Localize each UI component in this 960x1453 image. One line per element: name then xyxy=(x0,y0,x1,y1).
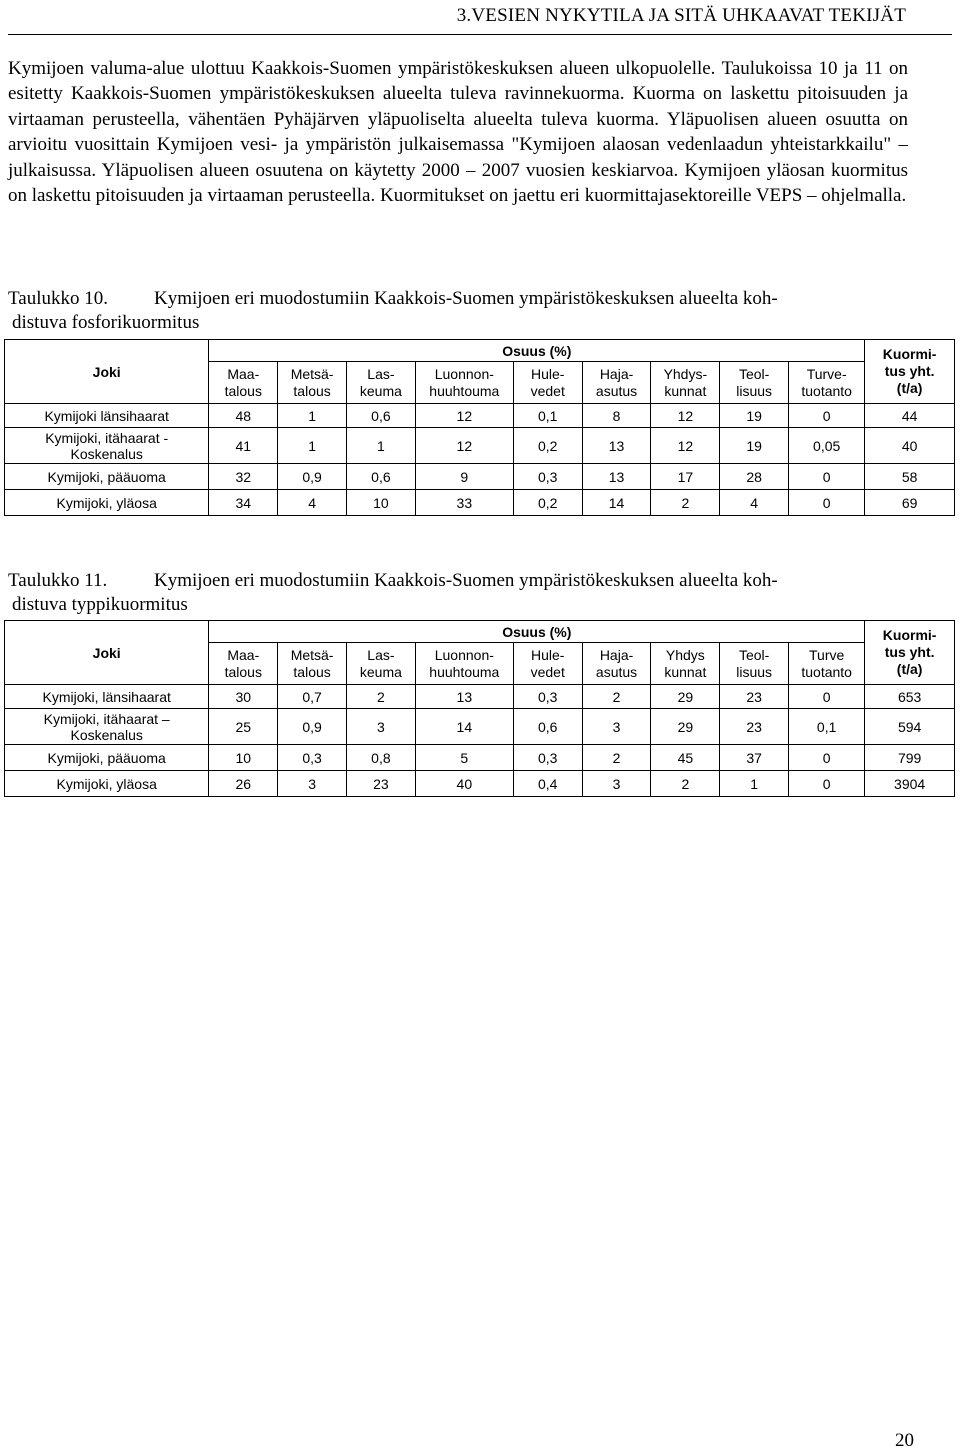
table11-col-header: Luonnon- huuhtouma xyxy=(415,643,513,685)
header-rule xyxy=(8,34,952,35)
table-cell: 33 xyxy=(415,490,513,516)
table10-col-header: Turve- tuotanto xyxy=(789,362,865,404)
table-cell: 30 xyxy=(209,685,278,709)
table11-total-line2: tus yht. xyxy=(884,644,935,660)
table10-caption-line1: Kymijoen eri muodostumiin Kaakkois-Suomen ympäristökeskuksen alueelta koh- xyxy=(154,288,778,309)
table-cell: 799 xyxy=(865,745,955,771)
table-cell: 594 xyxy=(865,709,955,745)
chapter-header: 3.VESIEN NYKYTILA JA SITÄ UHKAAVAT TEKIJÄT xyxy=(456,5,906,26)
table-cell: 653 xyxy=(865,685,955,709)
table11-col-header: Hule- vedet xyxy=(513,643,582,685)
table-cell: 29 xyxy=(651,685,720,709)
table-cell: 10 xyxy=(209,745,278,771)
row-name: Kymijoki, yläosa xyxy=(5,490,209,516)
table-cell: 2 xyxy=(651,490,720,516)
table-cell: 1 xyxy=(347,428,416,464)
table-row xyxy=(5,771,955,797)
table-cell: 40 xyxy=(415,771,513,797)
row-name: Kymijoki, pääuoma xyxy=(5,745,209,771)
table-cell: 4 xyxy=(278,490,347,516)
table-row xyxy=(5,404,955,428)
table-cell: 0,3 xyxy=(513,745,582,771)
table10-total-header xyxy=(865,340,955,404)
table-cell: 14 xyxy=(415,709,513,745)
row-name: Kymijoki, yläosa xyxy=(5,771,209,797)
table-cell: 44 xyxy=(865,404,955,428)
table-cell: 0 xyxy=(789,490,865,516)
table11-osuus-header: Osuus (%) xyxy=(209,621,865,643)
table11-total-line3: (t/a) xyxy=(896,661,923,677)
table-cell: 0 xyxy=(789,771,865,797)
table10-osuus-header: Osuus (%) xyxy=(209,340,865,362)
table-cell: 0 xyxy=(789,745,865,771)
table10-total-line2: tus yht. xyxy=(884,363,935,379)
table-cell: 0,1 xyxy=(789,709,865,745)
table-cell: 1 xyxy=(278,404,347,428)
table-cell: 0,3 xyxy=(513,464,582,490)
body-paragraph: Kymijoen valuma-alue ulottuu Kaakkois-Suomen ympäristökeskuksen alueen ulkopuolelle. Taulukoissa 10 ja 11 on esitetty Kaakkois-Suomen ympäristökeskuksen alueelta tuleva ravinnekuorma. Kuorma on laskettu pitoisuuden ja virtaaman perusteella, vähentäen Pyhäjärven yläpuoliselta alueelta tuleva kuorma. Yläpuolisen alueen osuutta on arvioitu vuosittain Kymijoen vesi- ja ympäristön julkaisemassa "Kymijoen alaosan vedenlaadun yhteistarkkailu" –julkaisussa. Yläpuolisen alueen osuutena on käytetty 2000 – 2007 vuosien keskiarvoa. Kymijoen yläosan kuormitus on laskettu pitoisuuden ja virtaaman perusteella. Kuormitukset on jaettu eri kuormittajasektoreille VEPS – ohjelmalla. xyxy=(8,58,908,207)
table11-total-line1: Kuormi- xyxy=(882,627,937,643)
table-cell: 0,6 xyxy=(347,464,416,490)
table11-col-header: Haja- asutus xyxy=(582,643,651,685)
table10-caption xyxy=(8,287,908,335)
table-cell: 8 xyxy=(582,404,651,428)
table-cell: 2 xyxy=(582,745,651,771)
table11-col-header: Yhdys kunnat xyxy=(651,643,720,685)
table-cell: 37 xyxy=(720,745,789,771)
table-cell: 0,2 xyxy=(513,490,582,516)
table11-caption-line1: Kymijoen eri muodostumiin Kaakkois-Suomen ympäristökeskuksen alueelta koh- xyxy=(154,570,778,591)
table-cell: 10 xyxy=(347,490,416,516)
table10-col-header: Hule- vedet xyxy=(513,362,582,404)
table11-joki-header: Joki xyxy=(5,621,209,685)
table-cell: 34 xyxy=(209,490,278,516)
table-cell: 0,9 xyxy=(278,709,347,745)
page-number: 20 xyxy=(895,1430,914,1451)
table10-col-header: Las- keuma xyxy=(347,362,416,404)
table-cell: 12 xyxy=(651,428,720,464)
table-cell: 1 xyxy=(278,428,347,464)
table10-col-header: Haja- asutus xyxy=(582,362,651,404)
table11-total-header xyxy=(865,621,955,685)
table11-col-header: Maa- talous xyxy=(209,643,278,685)
table-cell: 3 xyxy=(347,709,416,745)
table-cell: 69 xyxy=(865,490,955,516)
table11-caption xyxy=(8,569,908,617)
table-cell: 12 xyxy=(651,404,720,428)
table10-col-header: Metsä- talous xyxy=(278,362,347,404)
table-cell: 3 xyxy=(582,771,651,797)
table-cell: 17 xyxy=(651,464,720,490)
table-cell: 48 xyxy=(209,404,278,428)
table10-col-header: Luonnon- huuhtouma xyxy=(415,362,513,404)
table-row xyxy=(5,464,955,490)
table-cell: 13 xyxy=(415,685,513,709)
table10 xyxy=(4,339,955,516)
table-cell: 3 xyxy=(582,709,651,745)
row-name: Kymijoki, itähaarat - Koskenalus xyxy=(5,428,209,464)
row-name: Kymijoki, länsihaarat xyxy=(5,685,209,709)
table-row xyxy=(5,490,955,516)
table-cell: 23 xyxy=(720,685,789,709)
row-name: Kymijoki, itähaarat – Koskenalus xyxy=(5,709,209,745)
table-cell: 4 xyxy=(720,490,789,516)
table-cell: 19 xyxy=(720,404,789,428)
table11-col-header: Teol- lisuus xyxy=(720,643,789,685)
table-row xyxy=(5,709,955,745)
table-cell: 0,8 xyxy=(347,745,416,771)
table-cell: 2 xyxy=(582,685,651,709)
table-cell: 0,3 xyxy=(278,745,347,771)
table-cell: 0,7 xyxy=(278,685,347,709)
table-cell: 0 xyxy=(789,464,865,490)
table10-col-header: Teol- lisuus xyxy=(720,362,789,404)
table-cell: 14 xyxy=(582,490,651,516)
table10-total-line3: (t/a) xyxy=(896,380,923,396)
table-cell: 3904 xyxy=(865,771,955,797)
table-cell: 13 xyxy=(582,464,651,490)
table-cell: 13 xyxy=(582,428,651,464)
table11-col-header: Las- keuma xyxy=(347,643,416,685)
table11-col-header: Turve tuotanto xyxy=(789,643,865,685)
table-cell: 23 xyxy=(347,771,416,797)
table10-caption-line2: distuva fosforikuormitus xyxy=(12,312,200,333)
table-cell: 29 xyxy=(651,709,720,745)
table10-joki-header: Joki xyxy=(5,340,209,404)
table10-col-header: Maa- talous xyxy=(209,362,278,404)
table11-caption-line2: distuva typpikuormitus xyxy=(12,594,188,615)
table-cell: 3 xyxy=(278,771,347,797)
table-cell: 23 xyxy=(720,709,789,745)
table-cell: 19 xyxy=(720,428,789,464)
table-cell: 0,6 xyxy=(513,709,582,745)
table-cell: 0,2 xyxy=(513,428,582,464)
table-cell: 0,3 xyxy=(513,685,582,709)
table-cell: 9 xyxy=(415,464,513,490)
table-cell: 40 xyxy=(865,428,955,464)
table10-caption-number: Taulukko 10. xyxy=(8,288,108,309)
table-cell: 1 xyxy=(720,771,789,797)
table-cell: 0,6 xyxy=(347,404,416,428)
table-row xyxy=(5,685,955,709)
table-cell: 25 xyxy=(209,709,278,745)
table-cell: 58 xyxy=(865,464,955,490)
table-cell: 32 xyxy=(209,464,278,490)
table-cell: 0 xyxy=(789,404,865,428)
table-row xyxy=(5,428,955,464)
table-cell: 0,05 xyxy=(789,428,865,464)
table-cell: 0,9 xyxy=(278,464,347,490)
table10-col-header: Yhdys- kunnat xyxy=(651,362,720,404)
table10-total-line1: Kuormi- xyxy=(882,346,937,362)
table-row xyxy=(5,745,955,771)
table-cell: 45 xyxy=(651,745,720,771)
table11 xyxy=(4,620,955,797)
table-cell: 2 xyxy=(651,771,720,797)
table-cell: 0 xyxy=(789,685,865,709)
table11-caption-number: Taulukko 11. xyxy=(8,570,108,591)
row-name: Kymijoki länsihaarat xyxy=(5,404,209,428)
table11-col-header: Metsä- talous xyxy=(278,643,347,685)
table-cell: 12 xyxy=(415,428,513,464)
table-cell: 0,4 xyxy=(513,771,582,797)
table-cell: 41 xyxy=(209,428,278,464)
row-name: Kymijoki, pääuoma xyxy=(5,464,209,490)
table-cell: 12 xyxy=(415,404,513,428)
table-cell: 28 xyxy=(720,464,789,490)
table-cell: 5 xyxy=(415,745,513,771)
table-cell: 2 xyxy=(347,685,416,709)
table-cell: 0,1 xyxy=(513,404,582,428)
table-cell: 26 xyxy=(209,771,278,797)
